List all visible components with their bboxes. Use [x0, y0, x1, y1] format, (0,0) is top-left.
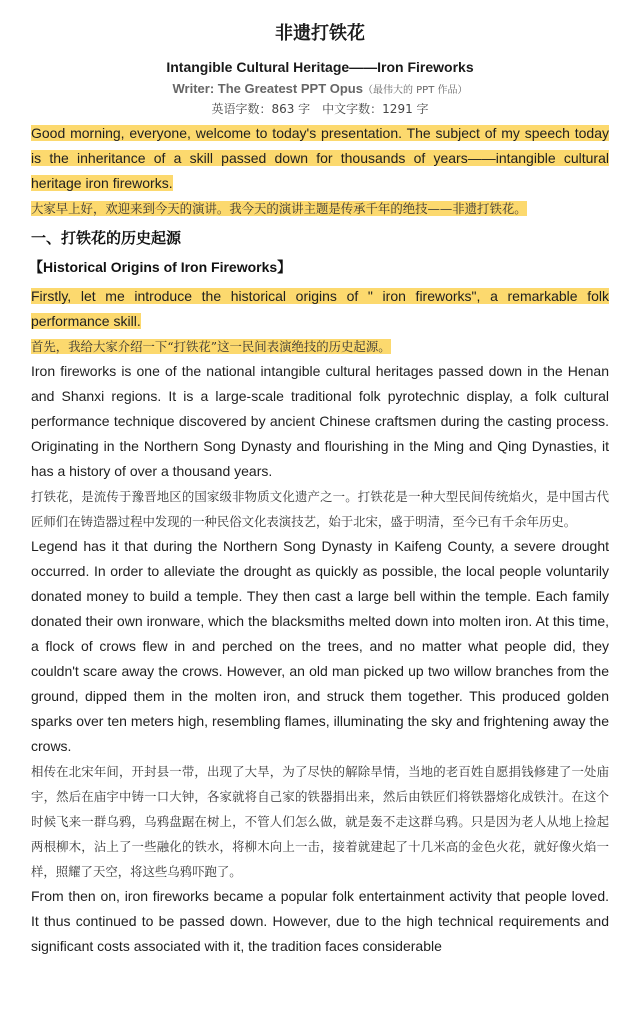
writer-line	[0, 80, 640, 100]
paragraph-en-1: Iron fireworks is one of the national intangible cultural heritages passed down in the Henan and Shanxi regions. It is a large-scale traditional folk pyrotechnic display, a folk cultural performance technique discovered by ancient Chinese craftsmen during the casting process. Originating in the Northern Song Dynasty and flourishing in the Ming and Qing Dynasties, it has a history of over a thousand years.	[31, 363, 609, 479]
paragraph-en-3: From then on, iron fireworks became a popular folk entertainment activity that people loved. It thus continued to be passed down. However, due to the high technical requirements and significant costs associated with it, the tradition faces considerable	[31, 888, 609, 954]
word-count: 英语字数：863 字 中文字数：1291 字	[211, 102, 429, 116]
section-heading-en: 【Historical Origins of Iron Fireworks】	[29, 259, 292, 275]
section-lead-en: Firstly, let me introduce the historical origins of " iron fireworks", a remarkable folk performance skill.	[31, 288, 609, 329]
paragraph-en-2: Legend has it that during the Northern Song Dynasty in Kaifeng County, a severe drought occurred. In order to alleviate the drought as quickly as possible, the local people voluntarily donated money to build a temple. They then cast a large bell within the temple. Each family donated their own ironware, which the blacksmiths melted down into molten iron. At this time, a flock of crows flew in and perched on the trees, and no matter what people did, they couldn't scare away the crows. However, an old man picked up two willow branches from the ground, dipped them in the molten iron, and struck them together. This produced golden sparks over ten meters high, resembling flames, illuminating the sky and frightening away the crows.	[31, 538, 609, 754]
document-body	[31, 121, 609, 959]
intro-paragraph-zh: 大家早上好，欢迎来到今天的演讲。我今天的演讲主题是传承千年的绝技——非遗打铁花。	[31, 201, 527, 216]
writer-text: Writer: The Greatest PPT Opus	[172, 81, 363, 96]
paragraph-zh-1: 打铁花，是流传于豫晋地区的国家级非物质文化遗产之一。打铁花是一种大型民间传统焰火，是中国古代匠师们在铸造器过程中发现的一种民俗文化表演技艺，始于北宋，盛于明清，至今已有千余年历史。	[31, 489, 609, 529]
writer-note: （最伟大的 PPT 作品）	[362, 85, 468, 96]
section-heading-zh: 一、打铁花的历史起源	[31, 229, 182, 247]
intro-paragraph-en: Good morning, everyone, welcome to today's presentation. The subject of my speech today is the inheritance of a skill passed down for thousands of years——intangible cultural heritage iron fireworks.	[31, 125, 609, 191]
document-title: 非遗打铁花	[275, 23, 365, 44]
document-subtitle: Intangible Cultural Heritage——Iron Fireworks	[166, 59, 474, 75]
section-lead-zh: 首先，我给大家介绍一下“打铁花”这一民间表演绝技的历史起源。	[31, 339, 391, 354]
paragraph-zh-2: 相传在北宋年间，开封县一带，出现了大旱，为了尽快的解除旱情，当地的老百姓自愿捐钱修建了一处庙宇，然后在庙宇中铸一口大钟，各家就将自己家的铁器捐出来，然后由铁匠们将铁器熔化成铁汁。在这个时候飞来一群乌鸦，乌鸦盘踞在树上，不管人们怎么做，就是轰不走这群乌鸦。只是因为老人从地上捡起两根柳木，沾上了一些融化的铁水，将柳木向上一击，接着就建起了十几米高的金色火花，就好像火焰一样，照耀了天空，将这些乌鸦吓跑了。	[31, 764, 609, 879]
